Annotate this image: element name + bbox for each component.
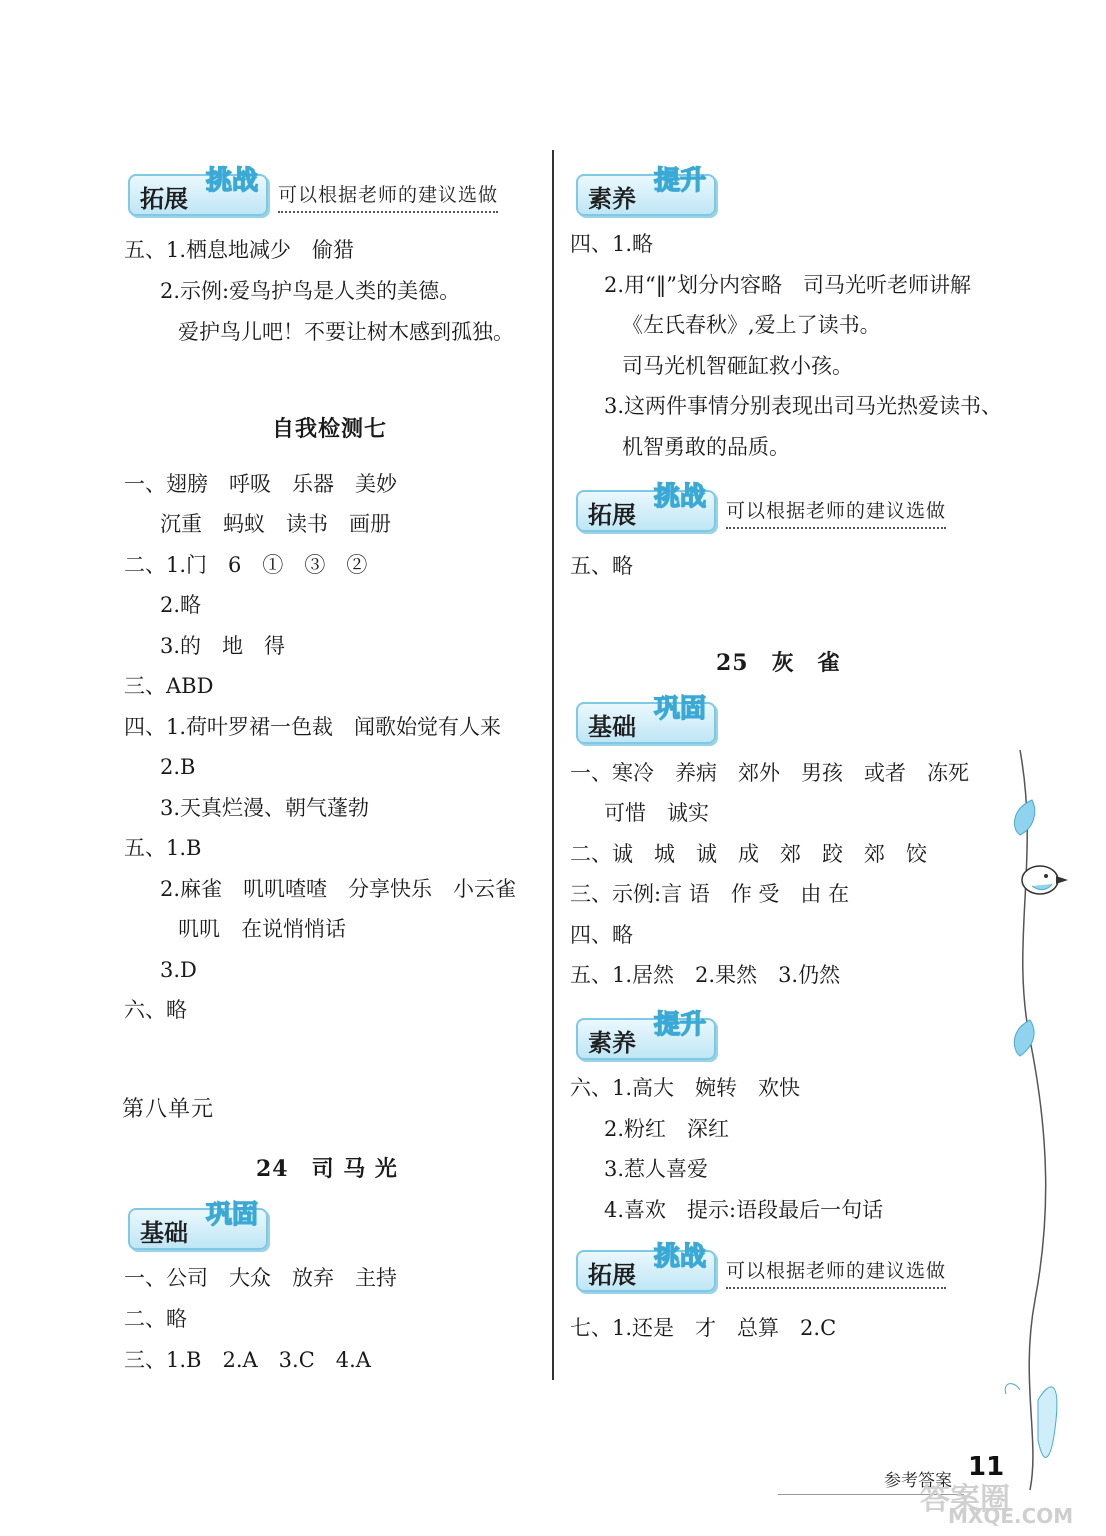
watermark-url: MXQE.COM bbox=[948, 1504, 1074, 1528]
badge bbox=[576, 166, 716, 216]
page-number: 11 bbox=[968, 1452, 1005, 1482]
answer-line: 《左氏春秋》,爱上了读书。 bbox=[622, 313, 881, 337]
badge bbox=[576, 1010, 716, 1060]
answer-line: 2.用“‖”划分内容略 司马光听老师讲解 bbox=[604, 273, 972, 297]
answer-line: 2.B bbox=[160, 755, 196, 779]
badge-main-label: 基础 bbox=[588, 713, 636, 741]
answer-line: 三、示例:言 语 作 受 由 在 bbox=[570, 882, 850, 906]
section-title-test7: 自我检测七 bbox=[272, 416, 388, 442]
answer-line: 4.喜欢 提示:语段最后一句话 bbox=[604, 1198, 884, 1222]
watermark: 答案圈 bbox=[920, 1482, 1010, 1517]
badge-sub-label: 挑战 bbox=[654, 1242, 707, 1272]
banner-suyang-25 bbox=[576, 1010, 726, 1060]
badge-sub-label: 巩固 bbox=[654, 694, 707, 724]
answer-line: 可惜 诚实 bbox=[604, 801, 709, 825]
badge-main-label: 素养 bbox=[588, 185, 636, 213]
badge-main-label: 拓展 bbox=[140, 185, 188, 213]
banner-suyang-24 bbox=[576, 166, 726, 216]
answer-line: 2.示例:爱鸟护鸟是人类的美德。 bbox=[160, 279, 461, 303]
answer-line: 3.惹人喜爱 bbox=[604, 1157, 709, 1181]
answer-line: 四、略 bbox=[570, 923, 633, 947]
answer-line: 爱护鸟儿吧！不要让树木感到孤独。 bbox=[178, 320, 514, 344]
banner-tuozhan-left-1 bbox=[128, 166, 548, 216]
footer-label: 参考答案 bbox=[884, 1471, 952, 1491]
badge-main-label: 拓展 bbox=[588, 1261, 636, 1289]
answer-line: 司马光机智砸缸救小孩。 bbox=[622, 354, 853, 378]
badge-main-label: 基础 bbox=[140, 1219, 188, 1247]
answer-line: 六、略 bbox=[124, 998, 187, 1022]
badge-sub-label: 提升 bbox=[654, 166, 707, 196]
banner-note: 可以根据老师的建议选做 bbox=[726, 1256, 946, 1289]
answer-line: 七、1.还是 才 总算 2.C bbox=[570, 1316, 837, 1340]
answer-line: 五、略 bbox=[570, 554, 633, 578]
banner-note: 可以根据老师的建议选做 bbox=[726, 496, 946, 529]
banner-tuozhan-24 bbox=[576, 482, 996, 532]
answer-line: 一、翅膀 呼吸 乐器 美妙 bbox=[124, 472, 397, 496]
badge-sub-label: 巩固 bbox=[206, 1200, 259, 1230]
answer-line: 四、1.荷叶罗裙一色裁 闻歌始觉有人来 bbox=[124, 715, 502, 739]
answer-line: 三、ABD bbox=[124, 674, 214, 698]
banner-tuozhan-25 bbox=[576, 1242, 996, 1292]
answer-line: 三、1.B 2.A 3.C 4.A bbox=[124, 1348, 371, 1372]
banner-note: 可以根据老师的建议选做 bbox=[278, 180, 498, 213]
answer-line: 二、诚 城 诚 成 郊 跤 郊 饺 bbox=[570, 842, 927, 866]
banner-jichu-24 bbox=[128, 1200, 278, 1250]
answer-line: 五、1.栖息地减少 偷猎 bbox=[124, 238, 355, 262]
lesson-title-25: 25 灰 雀 bbox=[716, 650, 841, 676]
badge bbox=[576, 1242, 716, 1292]
answer-line: 五、1.居然 2.果然 3.仍然 bbox=[570, 963, 841, 987]
answer-line: 沉重 蚂蚁 读书 画册 bbox=[160, 512, 391, 536]
answer-line: 3.这两件事情分别表现出司马光热爱读书、 bbox=[604, 394, 1003, 418]
answer-line: 一、公司 大众 放弃 主持 bbox=[124, 1266, 397, 1290]
badge bbox=[128, 1200, 268, 1250]
answer-line: 2.粉红 深红 bbox=[604, 1117, 730, 1141]
badge-sub-label: 挑战 bbox=[654, 482, 707, 512]
badge bbox=[128, 166, 268, 216]
badge-main-label: 拓展 bbox=[588, 501, 636, 529]
answer-line: 3.天真烂漫、朝气蓬勃 bbox=[160, 796, 370, 820]
badge bbox=[576, 694, 716, 744]
answer-line: 机智勇敢的品质。 bbox=[622, 435, 790, 459]
answer-line: 一、寒冷 养病 郊外 男孩 或者 冻死 bbox=[570, 761, 969, 785]
lesson-title-24: 24 司 马 光 bbox=[256, 1156, 398, 1182]
unit-title: 第八单元 bbox=[122, 1097, 215, 1122]
answer-line: 六、1.高大 婉转 欢快 bbox=[570, 1076, 801, 1100]
answer-line: 四、1.略 bbox=[570, 232, 654, 256]
answer-line: 2.麻雀 叽叽喳喳 分享快乐 小云雀 bbox=[160, 877, 517, 901]
answer-line: 3.D bbox=[160, 958, 197, 982]
badge-sub-label: 挑战 bbox=[206, 166, 259, 196]
column-divider bbox=[552, 150, 554, 1380]
answer-line: 叽叽 在说悄悄话 bbox=[178, 917, 346, 941]
answer-line: 二、略 bbox=[124, 1307, 187, 1331]
vine-decoration bbox=[990, 740, 1080, 1500]
answer-line: 3.的 地 得 bbox=[160, 634, 286, 658]
badge bbox=[576, 482, 716, 532]
answer-line: 2.略 bbox=[160, 593, 202, 617]
banner-jichu-25 bbox=[576, 694, 726, 744]
answer-line: 二、1.门 6 ① ③ ② bbox=[124, 553, 368, 577]
answer-line: 五、1.B bbox=[124, 836, 202, 860]
badge-sub-label: 提升 bbox=[654, 1010, 707, 1040]
badge-main-label: 素养 bbox=[588, 1029, 636, 1057]
